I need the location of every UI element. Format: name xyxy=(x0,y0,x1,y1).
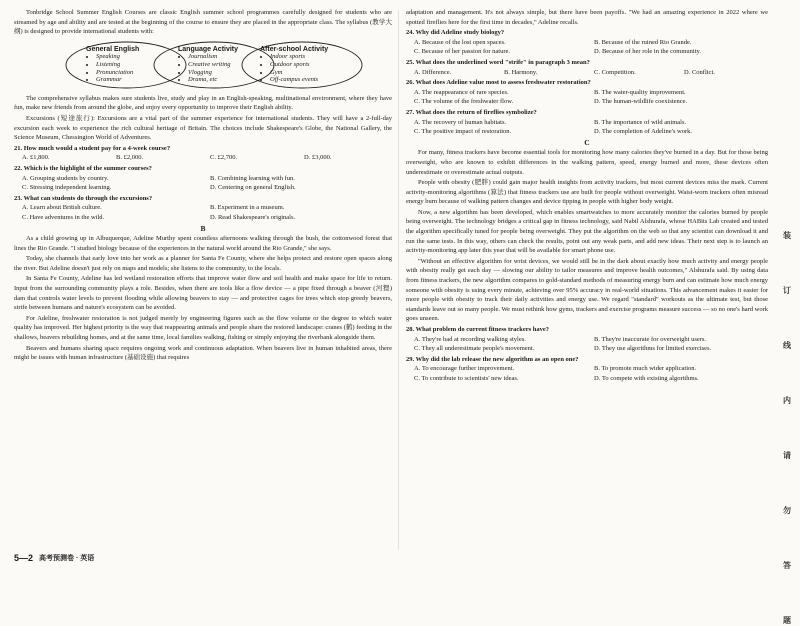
passage-c-para3: Now, a new algorithm has been developed, which enables smartwatches to more accurately monitor the calories burned by people being overweight. The technology bridges a critical gap in fitness technology, said Nabil Alshurafa, whose HABits Lab created and tested the algorithm specifically tuned for people being overweight. They put the algorithm on the web so that any scientist can download it and run the same tests. In this way, others can check the results, point out any weak parts, and add new ideas. Their next step is to launch an activity-monitoring app later this year that will be available for smart phone use. xyxy=(406,208,768,255)
answer-option[interactable]: B. £2,000. xyxy=(116,154,144,162)
answer-option[interactable]: A. Difference. xyxy=(414,68,452,76)
answer-option[interactable]: A. To encourage further improvement. xyxy=(414,365,515,373)
question-stem: 26. What does Adeline value most to assess freshwater restoration? xyxy=(406,79,591,87)
question-26 xyxy=(406,78,768,107)
answer-option[interactable]: B. Experiment in a museum. xyxy=(210,204,285,212)
question-27 xyxy=(406,108,768,137)
question-23 xyxy=(14,194,392,223)
answer-option[interactable]: A. The reappearance of rare species. xyxy=(414,88,509,96)
column-divider xyxy=(398,10,399,550)
passage-b-continued: adaptation and management. It's not always simple, but there have been payoffs. "We had an amazing experience in 2022 where we spotted fireflies here for the first time in decades," Adeline recalls. xyxy=(406,9,768,26)
passage-a-para3: Excursions (短途旅行): Excursions are a vital part of the summer experience for international students. They will have a 2-full-day excursion each week to experience the rich cultural heritage of Britain. The choices include Shakespeare's Globe, the National Gallery, the Science Museum, Chessington World of Adventures. xyxy=(14,114,392,142)
answer-option[interactable]: D. Centering on general English. xyxy=(210,184,296,192)
venn-heading: General English xyxy=(86,45,140,53)
answer-option[interactable]: D. They use algorithms for limited exercises. xyxy=(594,345,712,353)
notice-char: 装 xyxy=(783,231,791,240)
venn-item: • Off-campus events xyxy=(270,76,328,84)
answer-option[interactable]: A. Grouping students by country. xyxy=(22,174,109,182)
answer-option[interactable]: D. The completion of Adeline's work. xyxy=(594,128,692,136)
question-stem: 21. How much would a student pay for a 4-week course? xyxy=(14,144,171,152)
answer-option[interactable]: C. Because of her passion for nature. xyxy=(414,48,511,56)
answer-option[interactable]: C. They all underestimate people's movement. xyxy=(414,345,535,353)
venn-language-activity xyxy=(178,46,238,84)
passage-b-para1: As a child growing up in Albuquerque, Adeline Murthy spent countless afternoons walking through the bush, the cottonwood forest that lines the Rio Grande. "I studied biology because of the experiences in the natural world around the Rio Grande," she says. xyxy=(14,235,392,252)
venn-heading: After-school Activity xyxy=(260,45,329,53)
answer-option[interactable]: B. The importance of wild animals. xyxy=(594,118,687,126)
notice-char: 线 xyxy=(783,341,791,350)
answer-option[interactable]: C. £2,700. xyxy=(210,154,238,162)
answer-option[interactable]: B. Because of the ruined Rio Grande. xyxy=(594,38,692,46)
question-stem: 29. Why did the lab release the new algorithm as an open one? xyxy=(406,355,579,363)
answer-option[interactable]: C. Have adventures in the wild. xyxy=(22,213,105,221)
answer-option[interactable]: C. To contribute to scientists' new ideas. xyxy=(414,374,519,382)
notice-char: 请 xyxy=(783,451,791,460)
venn-item: • Listening xyxy=(96,61,139,69)
venn-heading: Language Activity xyxy=(178,45,239,53)
section-c-title: C xyxy=(584,137,590,147)
venn-item: • Pronunciation xyxy=(96,69,139,77)
notice-char: 答 xyxy=(783,561,791,570)
passage-b-para5: Beavers and humans sharing space requires ongoing work and continuous adaptation. When beavers live in human inhabited areas, there might be issues with human infrastructure (基础设施) that requires xyxy=(14,344,392,362)
question-stem: 25. What does the underlined word "strife" in paragraph 3 mean? xyxy=(406,58,590,66)
answer-option[interactable]: D. Read Shakespeare's originals. xyxy=(210,213,296,221)
question-stem: 28. What problem do current fitness trackers have? xyxy=(406,326,549,333)
question-stem: 23. What can students do through the excursions? xyxy=(14,194,153,202)
answer-option[interactable]: A. £1,800. xyxy=(22,154,50,162)
question-stem: 22. Which is the highlight of the summer courses? xyxy=(14,164,152,172)
answer-option[interactable]: A. Learn about British culture. xyxy=(22,204,102,212)
answer-option[interactable]: D. £3,000. xyxy=(304,154,332,162)
passage-b-para4: For Adeline, freshwater restoration is not judged merely by engineering figures such as the flow volume or the degree to which water quality has improved. Her highest priority is the way that reappearing animals and people share the restored landscape: cranes (鹤) feeding in the shallows, beavers rebuilding homes, and at the same time, local families walking, fishing or simply enjoying the riverbank alongside them. xyxy=(14,314,392,342)
answer-option[interactable]: B. Combining learning with fun. xyxy=(210,174,295,182)
question-stem: 27. What does the return of fireflies symbolize? xyxy=(406,108,537,116)
answer-option[interactable]: C. Competition. xyxy=(594,68,636,76)
exam-label: 高考预测卷 · 英语 xyxy=(39,555,95,562)
answer-option[interactable]: B. To promote much wider application. xyxy=(594,365,697,373)
venn-after-school-activity xyxy=(260,46,328,84)
question-stem: 24. Why did Adeline study biology? xyxy=(406,29,505,37)
answer-option[interactable]: A. The recovery of human habitats. xyxy=(414,118,507,126)
question-28 xyxy=(406,325,768,354)
notice-char: 勿 xyxy=(783,506,791,515)
venn-general-english xyxy=(86,46,139,84)
syllabus-venn-diagram xyxy=(64,40,364,90)
binding-line-notice xyxy=(780,230,794,626)
passage-a-intro: Tonbridge School Summer English Courses are classic English summer school programmes carefully designed for students who are streamed by age and ability and are tested at the beginning of the course to ensure they are placed in the appropriate class. The syllabus (教学大纲) is designed to provide international students with: xyxy=(14,9,392,36)
venn-item: • Vlogging xyxy=(188,69,238,77)
question-21 xyxy=(14,144,392,163)
notice-char: 题 xyxy=(783,616,791,625)
answer-option[interactable]: B. Harmony. xyxy=(504,68,538,76)
page-footer xyxy=(14,553,94,563)
right-column xyxy=(406,8,768,384)
answer-option[interactable]: B. They're inaccurate for overweight users. xyxy=(594,335,707,343)
answer-option[interactable]: C. Stressing independent learning. xyxy=(22,184,112,192)
passage-c-para4: "Without an effective algorithm for wrist devices, we would still be in the dark about exactly how much activity and energy people with obesity really get each day — slowing our ability to tailor measures and improve health outcomes," Alshurafa said. By using data from fitness trackers, the new algorithm compares to gold-standard methods of measuring energy burn and can estimate how much energy someone with obesity is using every minute, achieving over 95% accuracy in real-world situations. This advancement makes it easier for more people with obesity to track their daily activities and energy use. We regard "standard" workouts as the ultimate test, but those standards leave out so many people. We must rethink how gyms, trackers and exercise programs measure success — so no one's hard work goes unseen. xyxy=(406,257,768,323)
venn-item: • Speaking xyxy=(96,53,139,61)
answer-option[interactable]: D. To compete with existing algorithms. xyxy=(594,374,699,382)
answer-option[interactable]: A. They're bad at recording walking styles. xyxy=(414,335,526,343)
passage-c-para2: People with obesity (肥胖) could gain major health insights from activity trackers, but most current devices miss the mark. Current activity-monitoring algorithms (算法) that fitness trackers use are built for people without overweight. Waist-worn trackers often misread energy burn because of walking pattern changes and device tipping in people with higher body weight. xyxy=(406,179,768,206)
answer-option[interactable]: D. Because of her role in the community. xyxy=(594,48,701,56)
passage-c-para1: For many, fitness trackers have become essential tools for monitoring how many calories they've burned in a day. But for those being overweight, who are known to exhibit differences in the walking pattern, speed, energy burned and more, these devices often underestimate or overestimate actual outputs. xyxy=(406,149,768,176)
left-column xyxy=(14,8,392,364)
answer-option[interactable]: D. Conflict. xyxy=(684,68,715,76)
venn-item: • Grammar xyxy=(96,76,139,84)
answer-option[interactable]: C. The positive impact of restoration. xyxy=(414,128,512,136)
question-24 xyxy=(406,28,768,57)
question-22 xyxy=(14,164,392,193)
venn-item: • Gym xyxy=(270,69,328,77)
venn-item: • Creative writing xyxy=(188,61,238,69)
question-29 xyxy=(406,355,768,384)
venn-item: • Drama, etc xyxy=(188,76,238,84)
passage-b-para3: In Santa Fe County, Adeline has led wetland restoration efforts that improve water flow and soil health and make space for life to return. Input from the surrounding community plays a role. Besides, when there are tools like a flow device — a pipe fixed through a beaver (河狸) dam that controls water levels to prevent flooding while allowing beavers to stay — and protective cages for trees which stop greedy beavers, strife between humans and nature's ecosystem can be avoided. xyxy=(14,275,392,312)
page-number: 5—2 xyxy=(14,553,34,563)
passage-a-para2: The comprehensive syllabus makes sure students live, study and play in an English-speaking, multinational environment, where they have fun, make new friends from around the globe, and enjoy every opportunity to improve their English ability. xyxy=(14,94,392,112)
notice-char: 订 xyxy=(783,286,791,295)
venn-item: • Journalism xyxy=(188,53,238,61)
answer-option[interactable]: A. Because of the lost open spaces. xyxy=(414,38,506,46)
section-b-title: B xyxy=(200,223,206,233)
question-25 xyxy=(406,58,768,77)
notice-char: 内 xyxy=(783,396,791,405)
answer-option[interactable]: D. The human-wildlife coexistence. xyxy=(594,98,688,106)
passage-b-para2: Today, she channels that early love into her work as a planner for Santa Fe County, where she helps protect and restore open spaces along the river. But Adeline doesn't just rely on maps and models; she listens to the community, to the locals. xyxy=(14,255,392,272)
answer-option[interactable]: C. The volume of the freshwater flow. xyxy=(414,98,514,106)
venn-item: • Outdoor sports xyxy=(270,61,328,69)
venn-item: • Indoor sports xyxy=(270,53,328,61)
answer-option[interactable]: B. The water-quality improvement. xyxy=(594,88,686,96)
